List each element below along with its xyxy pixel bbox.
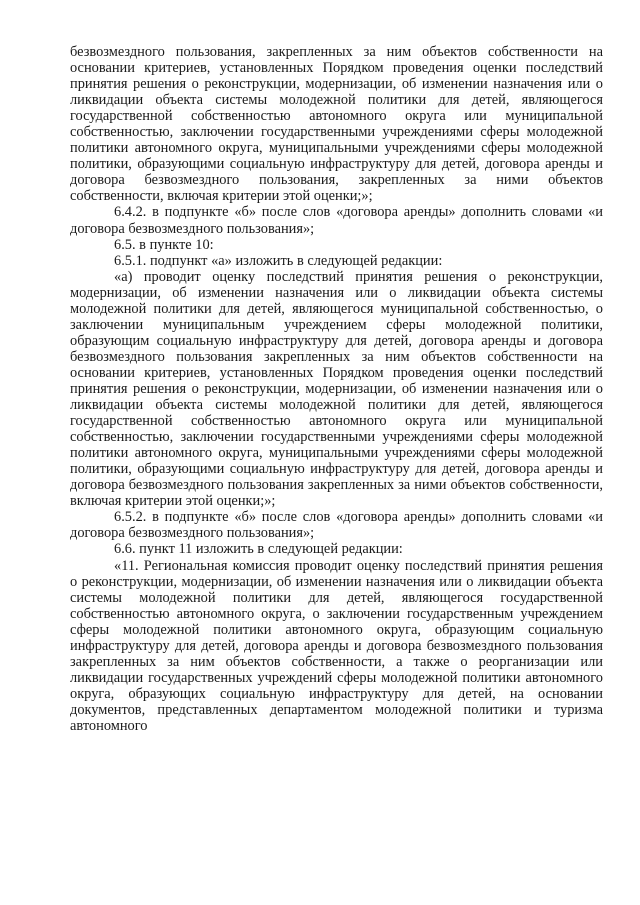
paragraph-6-5: 6.5. в пункте 10: <box>114 236 214 253</box>
paragraph-6-4-2: 6.4.2. в подпункте «б» после слов «договора аренды» дополнить словами «и договора безвозмездного пользования»; <box>70 204 603 237</box>
document-page <box>70 44 603 734</box>
paragraph-6-5-1: 6.5.1. подпункт «а» изложить в следующей редакции: <box>114 252 443 269</box>
paragraph-6-6: 6.6. пункт 11 изложить в следующей редакции: <box>114 541 403 558</box>
paragraph-point-11: «11. Региональная комиссия проводит оценку последствий принятия решения о реконструкции, модернизации, об изменении назначения или о ликвидации объекта системы молодежной политики для детей, являющегося государственной собственностью автономного округа, о заключении государственным учреждением сферы молодежной политики автономного округа, образующим социальную инфраструктуру для детей, договора аренды и договора безвозмездного пользования закрепленных за ним объектов собственности, а также о реорганизации или ликвидации государственных учреждений сферы молодежной политики автономного округа, образующих социальную инфраструктуру для детей, на основании документов, представленных департаментом молодежной политики и туризма автономного <box>70 557 603 734</box>
paragraph-1: безвозмездного пользования, закрепленных за ним объектов собственности на основании критериев, установленных Порядком проведения оценки последствий принятия решения о реконструкции, модернизации, об изменении назначения или о ликвидации объекта системы молодежной политики для детей, являющегося государственной собственностью автономного округа или муниципальной собственностью, заключении государственными учреждениями сферы молодежной политики автономного округа, муниципальными учреждениями сферы молодежной политики, образующими социальную инфраструктуру для детей, договора аренды и договора безвозмездного пользования, закрепленных за ними объектов собственности, включая критерии этой оценки;»; <box>70 44 603 205</box>
paragraph-6-5-2: 6.5.2. в подпункте «б» после слов «договора аренды» дополнить словами «и договора безвозмездного пользования»; <box>70 509 603 542</box>
paragraph-subpoint-a: «а) проводит оценку последствий принятия решения о реконструкции, модернизации, об изменении назначения или о ликвидации объекта системы молодежной политики для детей, являющегося муниципальной собственностью, о заключении муниципальным учреждением сферы молодежной политики, образующим социальную инфраструктуру для детей, договора аренды и договора безвозмездного пользования закрепленных за ним объектов собственности на основании критериев, установленных Порядком проведения оценки последствий принятия решения о реконструкции, модернизации, об изменении назначения или о ликвидации объекта системы молодежной политики для детей, являющегося государственной собственностью автономного округа или муниципальной собственностью, заключении государственными учреждениями сферы молодежной политики автономного округа, муниципальными учреждениями сферы молодежной политики, образующими социальную инфраструктуру для детей, договора аренды и договора безвозмездного пользования закрепленных за ними объектов собственности, включая критерии этой оценки;»; <box>70 268 603 510</box>
